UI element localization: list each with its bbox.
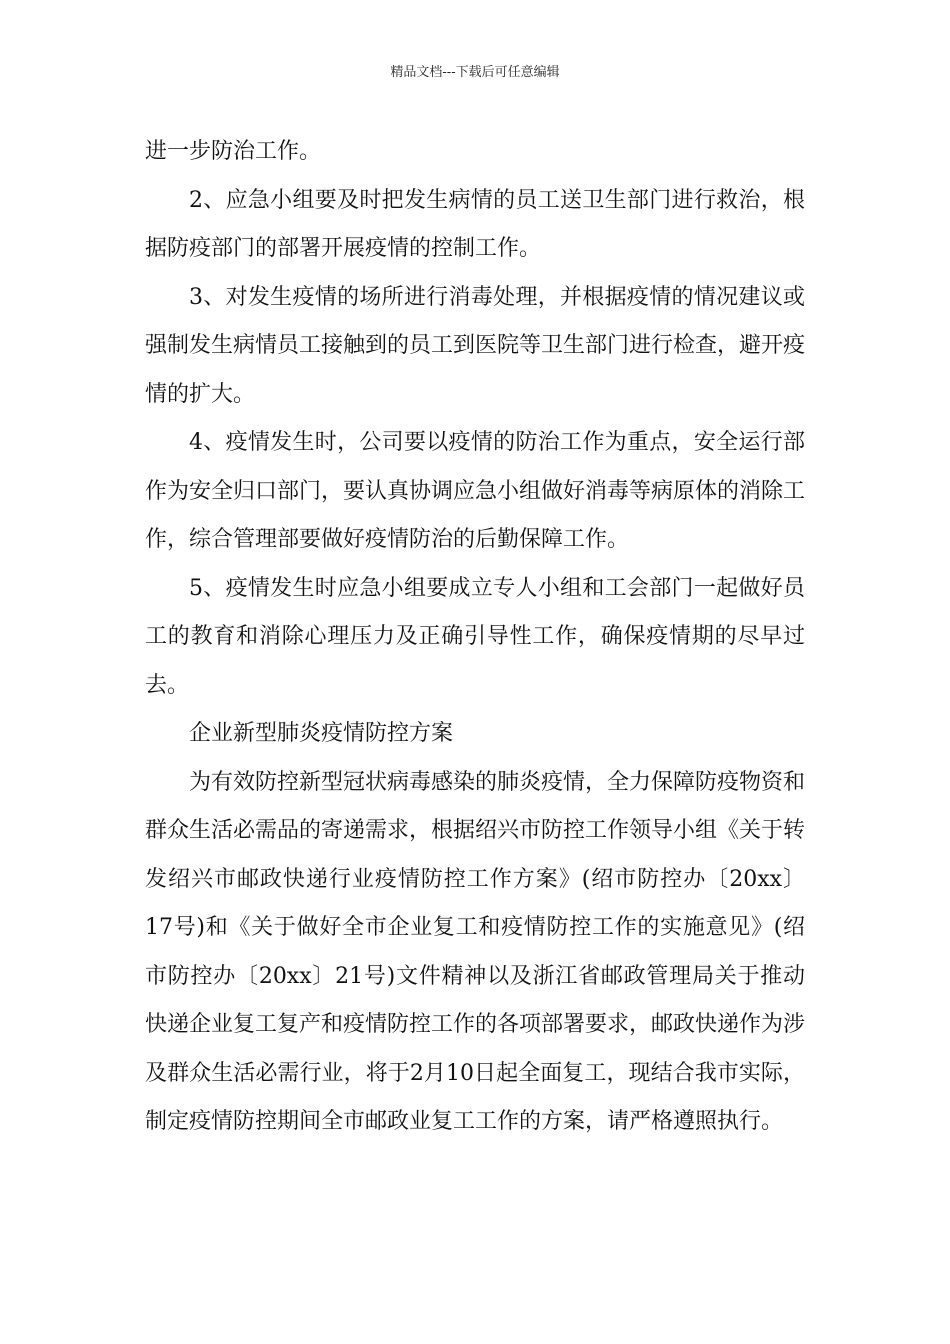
page-header: 精品文档---下载后可任意编辑	[390, 65, 560, 80]
section-title: 企业新型肺炎疫情防控方案	[189, 721, 454, 746]
paragraph-item-3: 3、对发生疫情的场所进行消毒处理，并根据疫情的情况建议或强制发生病情员工接触到的员工到医院等卫生部门进行检查，避开疫情的扩大。	[145, 284, 806, 407]
paragraph-continuation: 进一步防治工作。	[145, 139, 322, 164]
paragraph-item-4: 4、疫情发生时，公司要以疫情的防治工作为重点，安全运行部作为安全归口部门，要认真协调应急小组做好消毒等病原体的消除工作，综合管理部要做好疫情防治的后勤保障工作。	[145, 430, 806, 552]
document-body	[145, 128, 805, 1147]
paragraph-item-2: 2、应急小组要及时把发生病情的员工送卫生部门进行救治，根据防疫部门的部署开展疫情的控制工作。	[145, 187, 805, 261]
paragraph-intro: 为有效防控新型冠状病毒感染的肺炎疫情，全力保障防疫物资和群众生活必需品的寄递需求，根据绍兴市防控工作领导小组《关于转发绍兴市邮政快递行业疫情防控工作方案》(绍市防控办〔20xx〕17号)和《关于做好全市企业复工和疫情防控工作的实施意见》(绍市防控办〔20xx〕21号)文件精神以及浙江省邮政管理局关于推动快递企业复工复产和疫情防控工作的各项部署要求，邮政快递作为涉及群众生活必需行业，将于2月10日起全面复工，现结合我市实际，制定疫情防控期间全市邮政业复工工作的方案，请严格遵照执行。	[145, 769, 806, 1134]
paragraph-item-5: 5、疫情发生时应急小组要成立专人小组和工会部门一起做好员工的教育和消除心理压力及正确引导性工作，确保疫情期的尽早过去。	[145, 575, 805, 698]
